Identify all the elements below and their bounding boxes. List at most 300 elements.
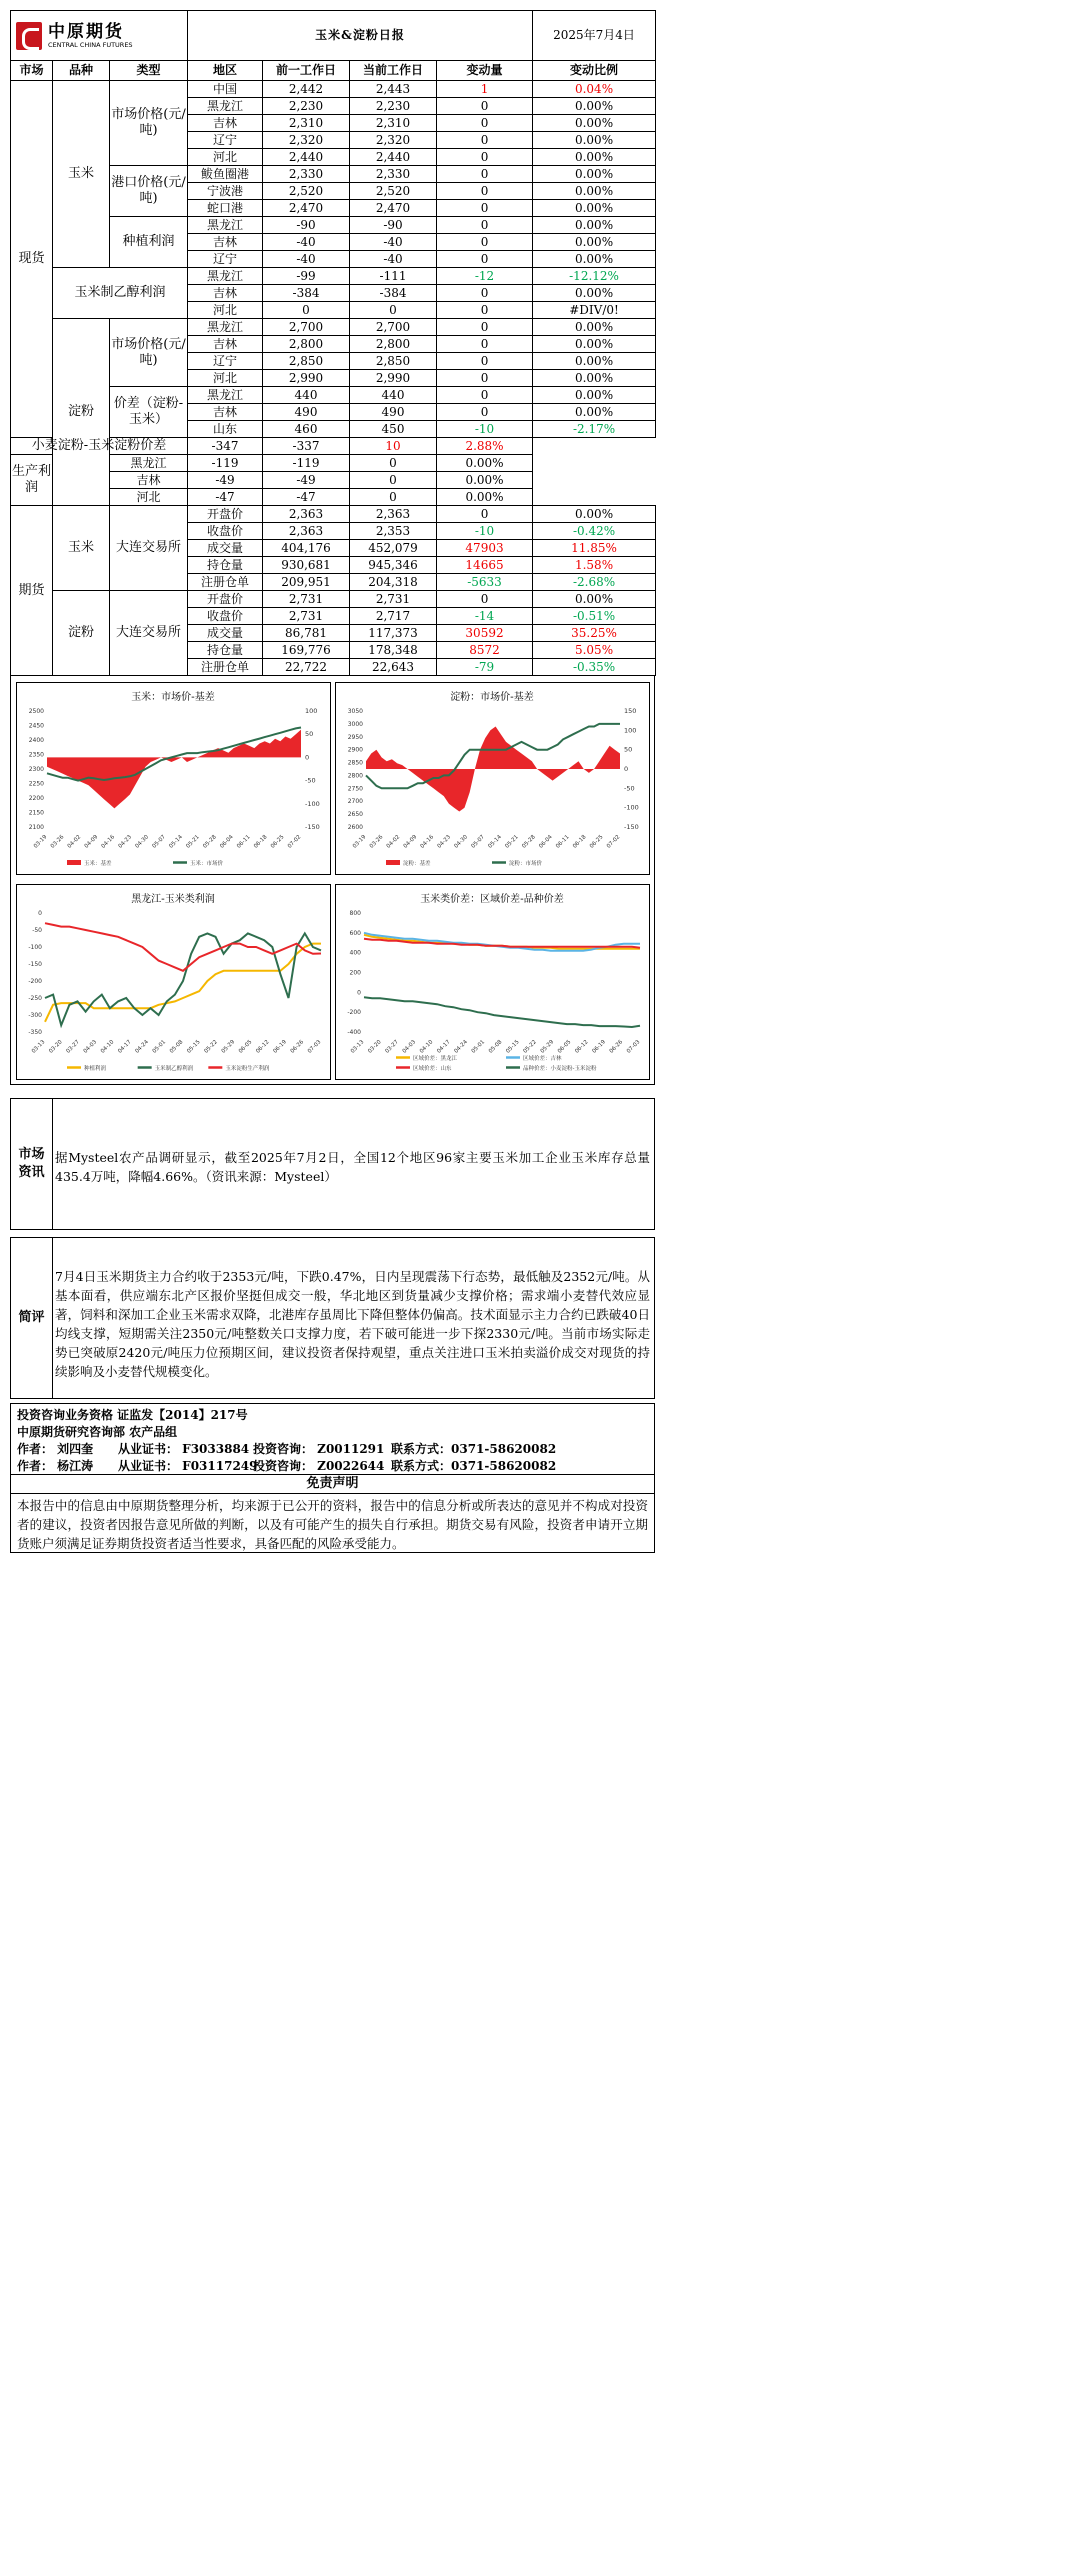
pct-cell: -2.68%: [533, 574, 656, 591]
prev-cell: -49: [188, 472, 263, 489]
region-cell: 收盘价: [188, 523, 263, 540]
cur-cell: -384: [350, 285, 437, 302]
footer: 投资咨询业务资格 证监发【2014】217号 中原期货研究咨询部 农产品组 作者： 刘四奎 从业证书： F3033884 投资咨询： Z0011291 联系方式：0371-58620082 作者： 杨江涛 从业证书： F03117249 投资咨询： Z0022644 联系方式：0371-58620082 免责声明 本报告中的信息由中原期货整理分析，均来源于已公开的资料，报告中的信息分析或所表达的意见并不构成对投资者的建议，投资者因报告意见所做的判断，以及有可能产生的损失自行承担。期货交易有风险，投资者申请开立期货账户须满足证券期货投资者适当性要求，具备匹配的风险承受能力。: [10, 1403, 655, 1553]
chart-corn-basis: [16, 682, 331, 875]
change-cell: 0: [437, 217, 533, 234]
change-cell: 0: [437, 115, 533, 132]
cur-cell: 2,990: [350, 370, 437, 387]
cur-cell: 2,470: [350, 200, 437, 217]
disclaimer-title: 免责声明: [11, 1474, 654, 1494]
cur-cell: -49: [263, 472, 350, 489]
cur-cell: 178,348: [350, 642, 437, 659]
prev-cell: -40: [263, 234, 350, 251]
region-cell: 黑龙江: [188, 387, 263, 404]
region-cell: 宁波港: [188, 183, 263, 200]
x-tick-label: 05-28: [521, 834, 537, 850]
change-cell: -10: [437, 523, 533, 540]
x-tick-label: 05-01: [470, 1039, 487, 1055]
y-tick-label: 400: [349, 949, 361, 957]
cur-cell: 2,440: [350, 149, 437, 166]
x-tick-label: 05-07: [470, 834, 486, 850]
prev-cell: -99: [263, 268, 350, 285]
cur-cell: -119: [263, 455, 350, 472]
pct-cell: 0.00%: [533, 200, 656, 217]
change-cell: -12: [437, 268, 533, 285]
series-area: [47, 730, 301, 809]
x-tick-label: 04-17: [117, 1039, 133, 1055]
y-tick-label: 200: [349, 969, 361, 977]
cur-cell: -47: [263, 489, 350, 506]
prev-cell: -347: [188, 438, 263, 455]
x-tick-label: 07-02: [286, 834, 303, 850]
cur-cell: -40: [350, 234, 437, 251]
x-tick-label: 05-21: [185, 834, 201, 850]
x-tick-label: 07-02: [605, 834, 622, 850]
x-tick-label: 03-13: [30, 1039, 47, 1055]
y-tick-label: -350: [28, 1029, 42, 1036]
pct-cell: 0.00%: [533, 166, 656, 183]
pct-cell: 0.00%: [437, 472, 533, 489]
region-cell: 吉林: [188, 115, 263, 132]
cur-cell: 2,320: [350, 132, 437, 149]
x-tick-label: 04-02: [385, 834, 402, 850]
table-row: [11, 319, 656, 336]
change-cell: 0: [437, 166, 533, 183]
x-tick-label: 06-12: [574, 1039, 590, 1055]
y-tick-label: 800: [349, 910, 361, 917]
pct-cell: 0.00%: [533, 115, 656, 132]
region-cell: 辽宁: [188, 353, 263, 370]
change-cell: -14: [437, 608, 533, 625]
y-tick-label: 2650: [347, 811, 363, 819]
change-cell: 0: [437, 302, 533, 319]
x-tick-label: 03-27: [384, 1039, 400, 1055]
x-tick-label: 03-20: [48, 1039, 64, 1055]
prev-cell: 2,731: [263, 591, 350, 608]
y2-tick-label: -150: [305, 823, 320, 831]
type-label: 价差（淀粉-玉米）: [110, 387, 188, 438]
pct-cell: 0.00%: [533, 285, 656, 302]
report-title: 玉米&淀粉日报: [188, 11, 533, 61]
cur-cell: -337: [263, 438, 350, 455]
change-cell: 0: [350, 455, 437, 472]
cur-cell: 2,700: [350, 319, 437, 336]
x-tick-label: 04-24: [134, 1039, 150, 1055]
pct-cell: #DIV/0!: [533, 302, 656, 319]
change-cell: 0: [437, 149, 533, 166]
pct-cell: 0.00%: [533, 251, 656, 268]
x-tick-label: 03-19: [351, 834, 368, 850]
y2-tick-label: 150: [624, 707, 637, 715]
change-cell: 0: [437, 200, 533, 217]
y-tick-label: 0: [357, 989, 361, 997]
y-tick-label: 3050: [347, 708, 363, 715]
company-name-cn: 中原期货: [48, 21, 124, 42]
table-row: [11, 81, 656, 98]
pct-cell: 0.00%: [533, 353, 656, 370]
region-cell: 黑龙江: [188, 319, 263, 336]
prev-cell: 22,722: [263, 659, 350, 676]
y-tick-label: 600: [349, 929, 361, 937]
pct-cell: 0.00%: [533, 234, 656, 251]
cur-cell: 2,310: [350, 115, 437, 132]
x-tick-label: 06-11: [236, 834, 252, 850]
y2-tick-label: -100: [624, 803, 639, 812]
cur-cell: 440: [350, 387, 437, 404]
y-tick-label: 2200: [28, 795, 44, 802]
table-row: [11, 591, 656, 608]
y2-tick-label: -50: [624, 784, 635, 793]
prev-cell: 2,731: [263, 608, 350, 625]
variety-corn-label: 玉米: [53, 81, 110, 268]
prev-cell: 2,800: [263, 336, 350, 353]
prev-cell: 209,951: [263, 574, 350, 591]
change-cell: 14665: [437, 557, 533, 574]
cur-cell: -90: [350, 217, 437, 234]
x-tick-label: 05-14: [168, 834, 184, 850]
y-tick-label: 2400: [28, 737, 44, 744]
prev-cell: 2,520: [263, 183, 350, 200]
change-cell: 0: [437, 370, 533, 387]
change-cell: 0: [437, 404, 533, 421]
pct-cell: 0.00%: [533, 404, 656, 421]
y2-tick-label: 100: [624, 726, 637, 735]
region-cell: 吉林: [110, 472, 188, 489]
market-info-section: [10, 1098, 655, 1230]
x-tick-label: 04-10: [99, 1039, 116, 1055]
x-tick-label: 06-05: [556, 1039, 573, 1055]
y2-tick-label: 100: [305, 707, 318, 715]
pct-cell: 0.00%: [533, 132, 656, 149]
change-cell: -5633: [437, 574, 533, 591]
x-tick-label: 05-14: [487, 834, 503, 850]
pct-cell: 0.00%: [533, 98, 656, 115]
region-cell: 注册仓单: [188, 574, 263, 591]
company-name-en: CENTRAL CHINA FUTURES: [48, 40, 133, 49]
prev-cell: 2,990: [263, 370, 350, 387]
logo-cell: [11, 11, 188, 61]
region-cell: 吉林: [188, 234, 263, 251]
region-cell: 河北: [188, 370, 263, 387]
prev-cell: 930,681: [263, 557, 350, 574]
spot-market-label: 现货: [11, 81, 53, 438]
col-change: 变动量: [437, 61, 533, 81]
x-tick-label: 03-20: [367, 1039, 383, 1055]
change-cell: 0: [437, 234, 533, 251]
x-tick-label: 04-16: [419, 834, 436, 850]
pct-cell: 0.00%: [437, 455, 533, 472]
x-tick-label: 07-03: [306, 1039, 323, 1055]
x-tick-label: 05-29: [539, 1039, 556, 1055]
y-tick-label: -250: [28, 995, 42, 1002]
variety-corn-label: 玉米: [53, 506, 110, 591]
comment-section: [10, 1237, 655, 1399]
region-cell: 黑龙江: [110, 455, 188, 472]
col-market: 市场: [11, 61, 53, 81]
company-logo-icon: [16, 22, 42, 50]
x-tick-label: 05-22: [522, 1039, 538, 1055]
x-tick-label: 05-29: [220, 1039, 237, 1055]
y2-tick-label: 0: [305, 753, 310, 762]
series-line: [45, 933, 321, 1025]
x-tick-label: 04-10: [418, 1039, 435, 1055]
prev-cell: -384: [263, 285, 350, 302]
col-variety: 品种: [53, 61, 110, 81]
prev-cell: 490: [263, 404, 350, 421]
x-tick-label: 04-09: [402, 834, 419, 850]
prev-cell: 2,470: [263, 200, 350, 217]
column-header-row: [11, 61, 656, 81]
prev-cell: 0: [263, 302, 350, 319]
region-cell: 黑龙江: [188, 217, 263, 234]
prev-cell: 2,320: [263, 132, 350, 149]
prev-cell: 2,850: [263, 353, 350, 370]
x-tick-label: 03-26: [368, 834, 385, 850]
cur-cell: 945,346: [350, 557, 437, 574]
x-tick-label: 04-17: [436, 1039, 452, 1055]
change-cell: 0: [437, 251, 533, 268]
x-tick-label: 07-03: [625, 1039, 642, 1055]
y2-tick-label: -150: [624, 823, 639, 831]
prev-cell: 440: [263, 387, 350, 404]
pct-cell: -12.12%: [533, 268, 656, 285]
pct-cell: 0.04%: [533, 81, 656, 98]
y2-tick-label: 50: [305, 730, 314, 739]
comment-text: 7月4日玉米期货主力合约收于2353元/吨，下跌0.47%，日内呈现震荡下行态势，最低触及2352元/吨。从基本面看，供应端东北产区报价坚挺但成交一般，华北地区到货量减少支撑价格；需求端小麦替代效应显著，饲料和深加工企业玉米需求双降，北港库存虽周比下降但整体仍偏高。技术面显示主力合约已跌破40日均线支撑，短期需关注2350元/吨整数关口支撑力度，若下破可能进一步下探2330元/吨。当前市场实际走势已突破原2420元/吨压力位预期区间，建议投资者保持观望，重点关注进口玉米拍卖溢价成交对现货的持续影响及小麦替代规模变化。: [55, 1269, 650, 1379]
y-tick-label: 2850: [347, 759, 363, 767]
y-tick-label: -200: [28, 978, 42, 985]
x-tick-label: 04-24: [453, 1039, 469, 1055]
y-tick-label: 2450: [28, 722, 44, 730]
cur-cell: 2,731: [350, 591, 437, 608]
col-type: 类型: [110, 61, 188, 81]
exchange-label: 大连交易所: [110, 591, 188, 676]
chart-title: 玉米类价差：区域价差-品种价差: [420, 894, 564, 905]
x-tick-label: 06-26: [608, 1039, 625, 1055]
prev-cell: 2,440: [263, 149, 350, 166]
x-tick-label: 06-19: [272, 1039, 288, 1055]
x-tick-label: 04-03: [82, 1039, 99, 1055]
x-tick-label: 05-08: [487, 1039, 504, 1055]
y-tick-label: 2300: [28, 766, 44, 773]
x-tick-label: 06-04: [219, 834, 235, 850]
y2-tick-label: 50: [624, 745, 633, 754]
x-tick-label: 04-30: [134, 834, 151, 850]
col-region: 地区: [188, 61, 263, 81]
qualification-text: 投资咨询业务资格 证监发【2014】217号: [17, 1408, 248, 1422]
y-tick-label: 0: [38, 910, 42, 917]
x-tick-label: 06-26: [289, 1039, 306, 1055]
type-label: 市场价格(元/吨): [110, 81, 188, 166]
region-cell: 山东: [188, 421, 263, 438]
type-label: 市场价格(元/吨): [110, 319, 188, 387]
col-cur: 当前工作日: [350, 61, 437, 81]
change-cell: 1: [437, 81, 533, 98]
prev-cell: 2,363: [263, 506, 350, 523]
x-tick-label: 06-19: [591, 1039, 607, 1055]
y-tick-label: 2700: [347, 798, 363, 806]
x-tick-label: 05-15: [505, 1039, 521, 1055]
change-cell: 0: [437, 353, 533, 370]
change-cell: 0: [437, 132, 533, 149]
x-tick-label: 05-22: [203, 1039, 219, 1055]
pct-cell: 1.58%: [533, 557, 656, 574]
y-tick-label: -400: [347, 1029, 361, 1036]
legend-label: 区域价差：山东: [413, 1066, 452, 1072]
legend-label: 淀粉：基差: [403, 861, 431, 867]
y-tick-label: -200: [347, 1009, 361, 1017]
prev-cell: 2,442: [263, 81, 350, 98]
y-tick-label: -50: [32, 927, 42, 934]
futures-market-label: 期货: [11, 506, 53, 676]
x-tick-label: 03-26: [49, 834, 66, 850]
cur-cell: 2,850: [350, 353, 437, 370]
region-cell: 中国: [188, 81, 263, 98]
legend-label: 种植利润: [84, 1066, 107, 1072]
legend-swatch: [67, 860, 81, 865]
pct-cell: 35.25%: [533, 625, 656, 642]
x-tick-label: 04-03: [401, 1039, 418, 1055]
chart-title: 黑龙江-玉米类利润: [131, 894, 215, 905]
pct-cell: -0.51%: [533, 608, 656, 625]
type-label: 小麦淀粉-玉米淀粉价差: [11, 438, 188, 455]
cur-cell: 2,443: [350, 81, 437, 98]
x-tick-label: 04-02: [66, 834, 83, 850]
dept-text: 中原期货研究咨询部 农产品组: [17, 1425, 178, 1439]
pct-cell: 0.00%: [437, 489, 533, 506]
region-cell: 辽宁: [188, 132, 263, 149]
prev-cell: 460: [263, 421, 350, 438]
change-cell: 0: [437, 319, 533, 336]
cur-cell: 2,800: [350, 336, 437, 353]
x-tick-label: 06-05: [237, 1039, 254, 1055]
change-cell: 0: [350, 472, 437, 489]
cur-cell: 450: [350, 421, 437, 438]
change-cell: -10: [437, 421, 533, 438]
y-tick-label: 2950: [347, 733, 363, 741]
pct-cell: 0.00%: [533, 370, 656, 387]
market-info-label: 市场 资讯: [11, 1099, 53, 1229]
variety-starch-label: 淀粉: [53, 591, 110, 676]
y-tick-label: 2750: [347, 785, 363, 793]
cur-cell: 2,363: [350, 506, 437, 523]
x-tick-label: 05-07: [151, 834, 167, 850]
region-cell: 开盘价: [188, 506, 263, 523]
x-tick-label: 06-25: [269, 834, 286, 850]
pct-cell: 0.00%: [533, 319, 656, 336]
region-cell: 河北: [188, 149, 263, 166]
prev-cell: 86,781: [263, 625, 350, 642]
region-cell: 持仓量: [188, 642, 263, 659]
change-cell: -79: [437, 659, 533, 676]
prev-cell: -90: [263, 217, 350, 234]
region-cell: 辽宁: [188, 251, 263, 268]
cur-cell: -111: [350, 268, 437, 285]
y-tick-label: 2250: [28, 780, 44, 788]
pct-cell: 0.00%: [533, 183, 656, 200]
data-table: [10, 10, 656, 676]
pct-cell: 2.88%: [437, 438, 533, 455]
cur-cell: 2,520: [350, 183, 437, 200]
legend-label: 品种价差：小麦淀粉-玉米淀粉: [523, 1066, 597, 1072]
pct-cell: 11.85%: [533, 540, 656, 557]
prev-cell: -40: [263, 251, 350, 268]
chart-hlj-profit: [16, 884, 331, 1080]
table-body: [11, 81, 656, 676]
change-cell: 10: [350, 438, 437, 455]
legend-label: 玉米制乙醇利润: [154, 1066, 194, 1072]
table-row: [11, 506, 656, 523]
x-tick-label: 06-12: [255, 1039, 271, 1055]
legend-label: 淀粉：市场价: [509, 861, 543, 867]
x-tick-label: 03-27: [65, 1039, 81, 1055]
change-cell: 0: [437, 336, 533, 353]
y-tick-label: 2100: [28, 824, 44, 831]
x-tick-label: 05-21: [504, 834, 520, 850]
chart-title: 淀粉：市场价-基差: [450, 692, 534, 703]
exchange-label: 大连交易所: [110, 506, 188, 591]
pct-cell: 0.00%: [533, 591, 656, 608]
region-cell: 黑龙江: [188, 98, 263, 115]
pct-cell: -0.35%: [533, 659, 656, 676]
change-cell: 0: [350, 489, 437, 506]
legend-label: 玉米淀粉生产利润: [225, 1066, 270, 1072]
prev-cell: 2,230: [263, 98, 350, 115]
region-cell: 开盘价: [188, 591, 263, 608]
variety-starch-label: 淀粉: [53, 319, 110, 506]
cur-cell: 2,230: [350, 98, 437, 115]
pct-cell: -0.42%: [533, 523, 656, 540]
table-row: [11, 438, 656, 455]
y-tick-label: 2800: [347, 772, 363, 780]
x-tick-label: 04-23: [436, 834, 453, 850]
prev-cell: -47: [188, 489, 263, 506]
market-info-text: 据Mysteel农产品调研显示，截至2025年7月2日，全国12个地区96家主要玉米加工企业玉米库存总量435.4万吨，降幅4.66%。（资讯来源：Mysteel）: [55, 1150, 650, 1184]
prev-cell: 2,310: [263, 115, 350, 132]
y-tick-label: -100: [28, 944, 42, 951]
charts-panel: [10, 675, 655, 1085]
region-cell: 蛇口港: [188, 200, 263, 217]
change-cell: 30592: [437, 625, 533, 642]
x-tick-label: 04-23: [117, 834, 134, 850]
y-tick-label: 3000: [347, 720, 363, 728]
prev-cell: 2,700: [263, 319, 350, 336]
change-cell: 0: [437, 285, 533, 302]
type-label: 港口价格(元/吨): [110, 166, 188, 217]
type-label: 玉米制乙醇利润: [53, 268, 188, 319]
change-cell: 0: [437, 98, 533, 115]
chart-starch-basis: [335, 682, 650, 875]
y-tick-label: 2600: [347, 824, 363, 831]
pct-cell: 0.00%: [533, 217, 656, 234]
series-line: [45, 923, 321, 971]
change-cell: 0: [437, 591, 533, 608]
cur-cell: 452,079: [350, 540, 437, 557]
series-area: [366, 727, 620, 812]
cur-cell: 117,373: [350, 625, 437, 642]
region-cell: 成交量: [188, 540, 263, 557]
col-prev: 前一工作日: [263, 61, 350, 81]
cur-cell: -40: [350, 251, 437, 268]
region-cell: 持仓量: [188, 557, 263, 574]
legend-label: 区域价差：黑龙江: [413, 1056, 458, 1062]
table-row: [11, 268, 656, 285]
cur-cell: 2,717: [350, 608, 437, 625]
region-cell: 河北: [110, 489, 188, 506]
comment-label: 简评: [11, 1238, 53, 1398]
x-tick-label: 06-04: [538, 834, 554, 850]
prev-cell: 2,330: [263, 166, 350, 183]
